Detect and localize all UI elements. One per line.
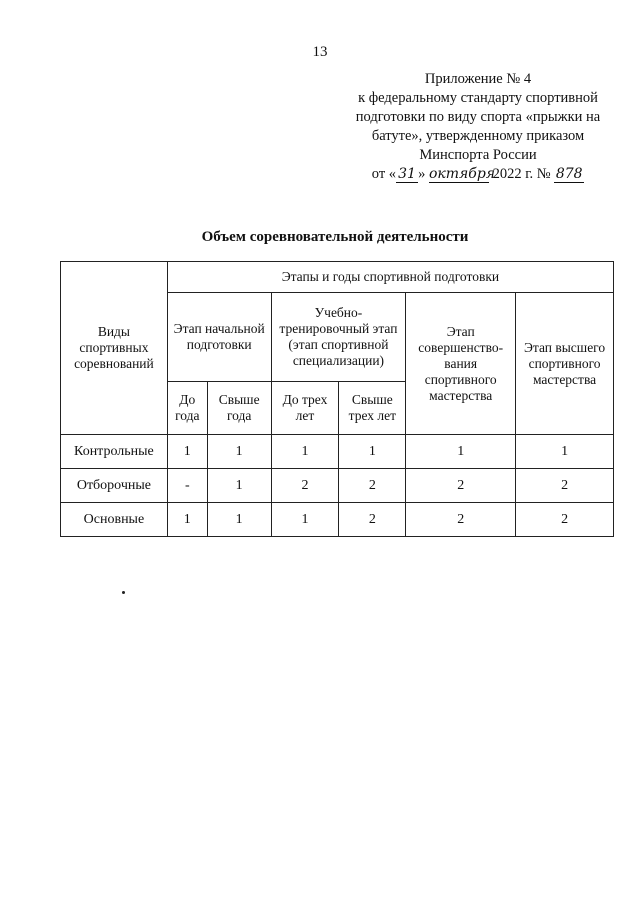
value-cell: 2 [516,503,614,537]
value-cell: 1 [167,435,207,469]
date-quote-close: » [418,166,426,182]
table-row [61,469,614,503]
order-date-line [340,165,616,184]
handwritten-order-number: 878 [555,166,583,182]
stage-header-cell: Учебно-тренировочный этап (этап спортивной специализации) [271,293,406,382]
date-year: 2022 г. № [492,166,551,182]
handwritten-day: 31 [396,167,418,183]
stray-dot [122,591,125,594]
value-cell: 2 [406,503,516,537]
appendix-line: к федеральному стандарту спортивной [358,90,598,106]
value-cell: 1 [271,435,339,469]
document-title: Объем соревновательной деятельности [201,229,469,245]
value-cell: 2 [339,503,406,537]
value-cell: 1 [271,503,339,537]
table-row [61,435,614,469]
sub-header-cell: До трех лет [271,382,339,435]
competition-volume-table [60,261,614,537]
value-cell: 1 [207,469,271,503]
sub-header-cell: Свыше года [207,382,271,435]
appendix-line: подготовки по виду спорта «прыжки на [355,109,601,125]
value-cell: 1 [207,435,271,469]
value-cell: 2 [339,469,406,503]
stage-header-cell: Этап совершенство-вания спортивного мастерства [406,293,516,435]
sub-header-cell: До года [167,382,207,435]
table-row [61,503,614,537]
value-cell: 1 [339,435,406,469]
handwritten-month: октября [428,166,496,182]
group-header-cell: Этапы и годы спортивной подготовки [167,262,613,293]
value-cell: 1 [207,503,271,537]
row-label-cell: Контрольные [61,435,168,469]
appendix-header [340,70,616,184]
stage-header-cell: Этап начальной подготовки [167,293,271,382]
appendix-line: Приложение № 4 [424,71,532,87]
value-cell: 1 [516,435,614,469]
value-cell: 1 [167,503,207,537]
stage-header-cell: Этап высшего спортивного мастерства [516,293,614,435]
value-cell: - [167,469,207,503]
row-label-cell: Отборочные [61,469,168,503]
sub-header-cell: Свыше трех лет [339,382,406,435]
page-number: 13 [312,44,328,60]
value-cell: 2 [406,469,516,503]
appendix-line: батуте», утвержденному приказом [371,128,585,144]
value-cell: 2 [271,469,339,503]
value-cell: 2 [516,469,614,503]
appendix-line: Минспорта России [419,147,537,163]
date-prefix: от « [371,166,397,182]
row-label-cell: Основные [61,503,168,537]
value-cell: 1 [406,435,516,469]
row-header-cell: Виды спортивных соревнований [61,262,168,435]
